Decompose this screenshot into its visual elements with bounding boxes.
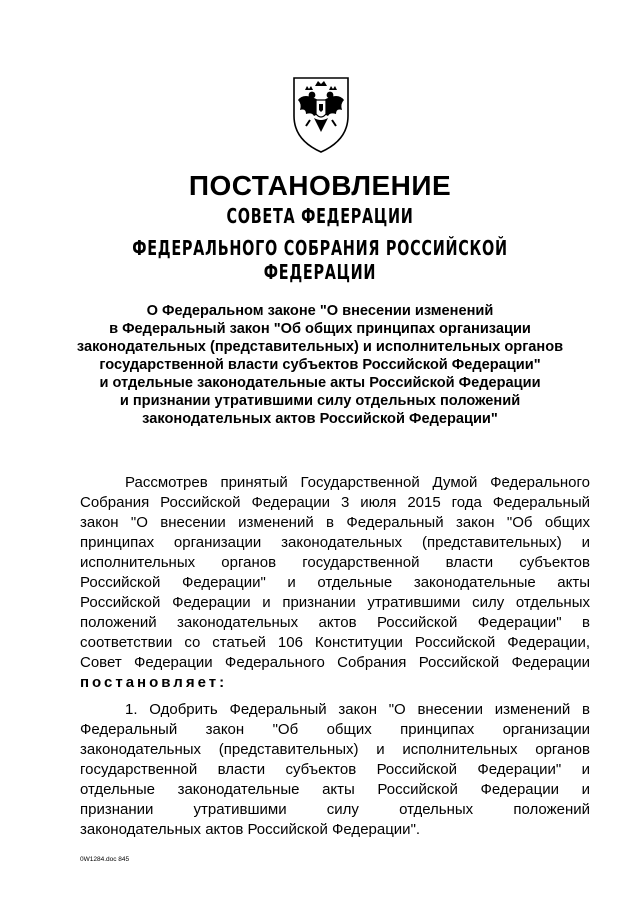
preamble-paragraph: [80, 473, 590, 693]
heading-line: государственной власти субъектов Российской Федерации": [99, 357, 541, 373]
paragraph-line: соответствии со статьей 106 Конституции Российской Федерации,: [80, 634, 590, 651]
file-reference: 0W1284.doc 845: [80, 856, 130, 863]
heading-line: законодательных актов Российской Федерации": [142, 411, 498, 427]
coat-of-arms-icon: [288, 70, 354, 154]
heading-line: О Федеральном законе "О внесении изменений: [146, 303, 494, 319]
paragraph-line: государственной власти субъектов Российской Федерации" и: [80, 761, 590, 778]
paragraph-line: Российской Федерации и признании утратившими силу отдельных: [80, 594, 590, 611]
paragraph-line: Российской Федерации" и отдельные законодательные акты: [80, 574, 590, 591]
paragraph-line: отдельные законодательные акты Российской Федерации и: [80, 781, 590, 798]
paragraph-line: Совет Федерации Федерального Собрания Российской Федерации: [80, 654, 590, 671]
paragraph-line: законодательных (представительных) и исполнительных органов: [80, 741, 590, 758]
paragraph-line: законодательных актов Российской Федерации".: [80, 821, 421, 838]
paragraph-line: закон "О внесении изменений в Федеральный закон "Об общих: [80, 514, 590, 531]
heading-line: и признании утратившими силу отдельных положений: [119, 393, 521, 409]
paragraph-line: признании утратившими силу отдельных положений: [80, 801, 590, 818]
document-title: ПОСТАНОВЛЕНИЕ: [188, 170, 452, 201]
paragraph-line: принципах организации законодательных (представительных) и: [80, 534, 590, 551]
paragraph-line: 1. Одобрить Федеральный закон "О внесении изменений в: [125, 701, 590, 718]
issuer-line-2: ФЕДЕРАЛЬНОГО СОБРАНИЯ РОССИЙСКОЙ ФЕДЕРАЦИИ: [132, 236, 508, 284]
heading-line: в Федеральный закон "Об общих принципах организации: [109, 321, 531, 337]
paragraph-line: Рассмотрев принятый Государственной Думой Федерального: [125, 474, 590, 491]
heading-line: законодательных (представительных) и исполнительных органов: [76, 339, 564, 355]
heading-line: и отдельные законодательные акты Российской Федерации: [99, 375, 541, 391]
resolution-item-1: [80, 700, 590, 840]
paragraph-line: Собрания Российской Федерации 3 июля 2015 года Федеральный: [80, 494, 590, 511]
issuer-line-1: СОВЕТА ФЕДЕРАЦИИ: [226, 204, 414, 228]
resolves-word: постановляет:: [80, 674, 228, 691]
paragraph-line: исполнительных органов государственной власти субъектов: [80, 554, 590, 571]
paragraph-line: Федеральный закон "Об общих принципах организации: [80, 721, 590, 738]
paragraph-line: положений законодательных актов Российской Федерации" в: [80, 614, 590, 631]
resolution-heading: [40, 302, 600, 428]
